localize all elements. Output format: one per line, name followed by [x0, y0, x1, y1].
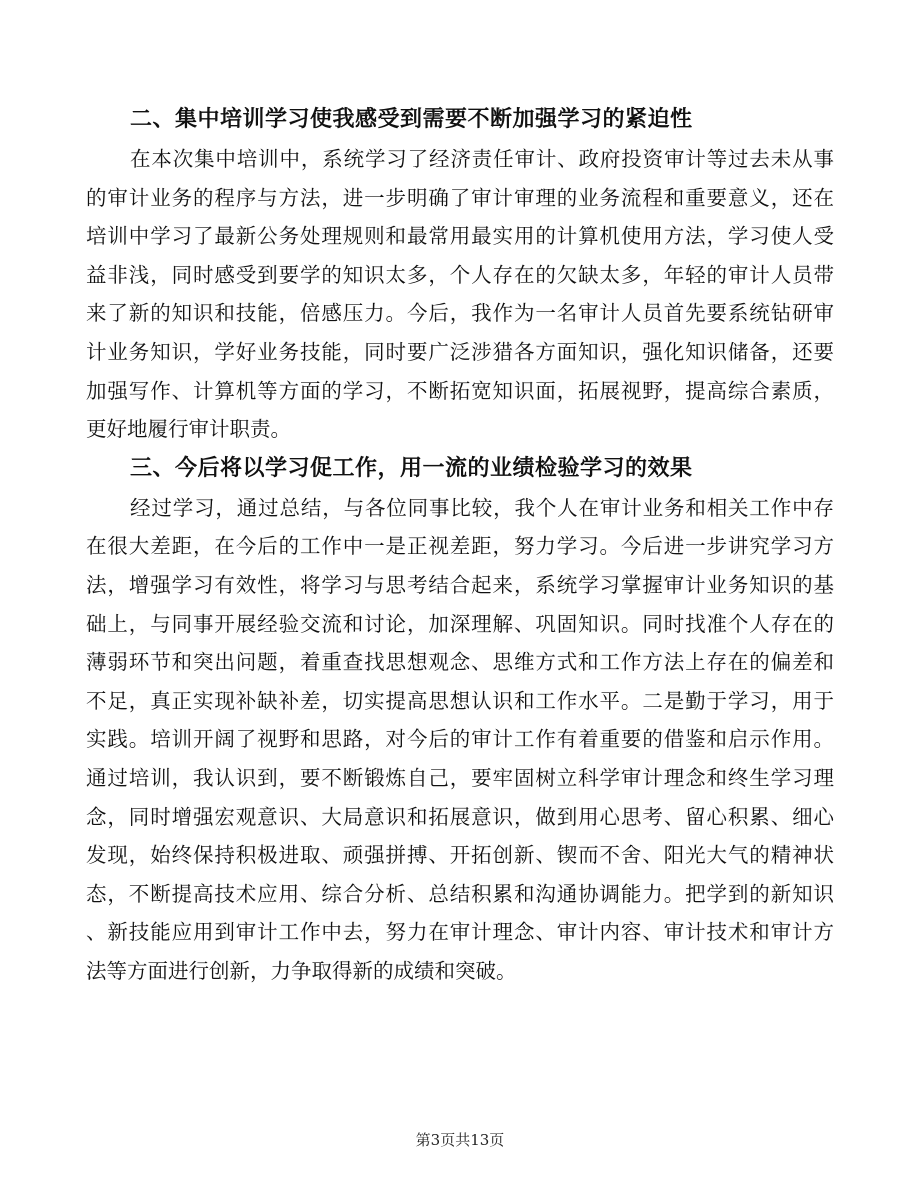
section-heading-2: 二、集中培训学习使我感受到需要不断加强学习的紧迫性 [130, 107, 693, 132]
paragraph-line: 在很大差距，在今后的工作中一是正视差距，努力学习。今后进一步讲究学习方 [86, 534, 834, 559]
page-number-footer: 第3页共13页 [415, 1131, 505, 1149]
paragraph-line: 薄弱环节和突出问题，着重查找思想观念、思维方式和工作方法上存在的偏差和 [86, 650, 834, 675]
paragraph-line: 在本次集中培训中，系统学习了经济责任审计、政府投资审计等过去未从事 [130, 147, 834, 171]
section-paragraph-3 [86, 489, 834, 991]
paragraph-line: 态，不断提高技术应用、综合分析、总结积累和沟通协调能力。把学到的新知识 [86, 881, 834, 906]
section-paragraph-2 [86, 140, 834, 449]
paragraph-line: 实践。培训开阔了视野和思路，对今后的审计工作有着重要的借鉴和启示作用。 [86, 727, 834, 752]
section-heading-3: 三、今后将以学习促工作，用一流的业绩检验学习的效果 [130, 455, 693, 481]
paragraph-line: 发现，始终保持积极进取、顽强拼搏、开拓创新、锲而不舍、阳光大气的精神状 [86, 843, 834, 868]
paragraph-line: 加强写作、计算机等方面的学习，不断拓宽知识面，拓展视野，提高综合素质， [86, 378, 834, 403]
paragraph-line: 、新技能应用到审计工作中去，努力在审计理念、审计内容、审计技术和审计方 [86, 920, 834, 945]
paragraph-line: 法等方面进行创新，力争取得新的成绩和突破。 [86, 958, 517, 983]
paragraph-line: 不足，真正实现补缺补差，切实提高思想认识和工作水平。二是勤于学习，用于 [86, 688, 834, 713]
paragraph-line: 经过学习，通过总结，与各位同事比较，我个人在审计业务和相关工作中存 [130, 495, 834, 520]
paragraph-line: 来了新的知识和技能，倍感压力。今后，我作为一名审计人员首先要系统钻研审 [86, 301, 834, 326]
paragraph-line: 的审计业务的程序与方法，进一步明确了审计审理的业务流程和重要意义，还在 [86, 185, 834, 210]
paragraph-line: 计业务知识，学好业务技能，同时要广泛涉猎各方面知识，强化知识储备，还要 [86, 339, 834, 364]
paragraph-line: 培训中学习了最新公务处理规则和最常用最实用的计算机使用方法，学习使人受 [86, 224, 834, 249]
paragraph-line: 通过培训，我认识到，要不断锻炼自己，要牢固树立科学审计理念和终生学习理 [86, 765, 834, 790]
paragraph-line: 础上，与同事开展经验交流和讨论，加深理解、巩固知识。同时找准个人存在的 [86, 611, 834, 636]
document-body [86, 100, 834, 990]
paragraph-line: 益非浅，同时感受到要学的知识太多，个人存在的欠缺太多，年轻的审计人员带 [86, 262, 834, 287]
paragraph-line: 念，同时增强宏观意识、大局意识和拓展意识，做到用心思考、留心积累、细心 [86, 804, 834, 829]
paragraph-line: 更好地履行审计职责。 [86, 417, 291, 442]
paragraph-line: 法，增强学习有效性，将学习与思考结合起来，系统学习掌握审计业务知识的基 [86, 572, 834, 597]
